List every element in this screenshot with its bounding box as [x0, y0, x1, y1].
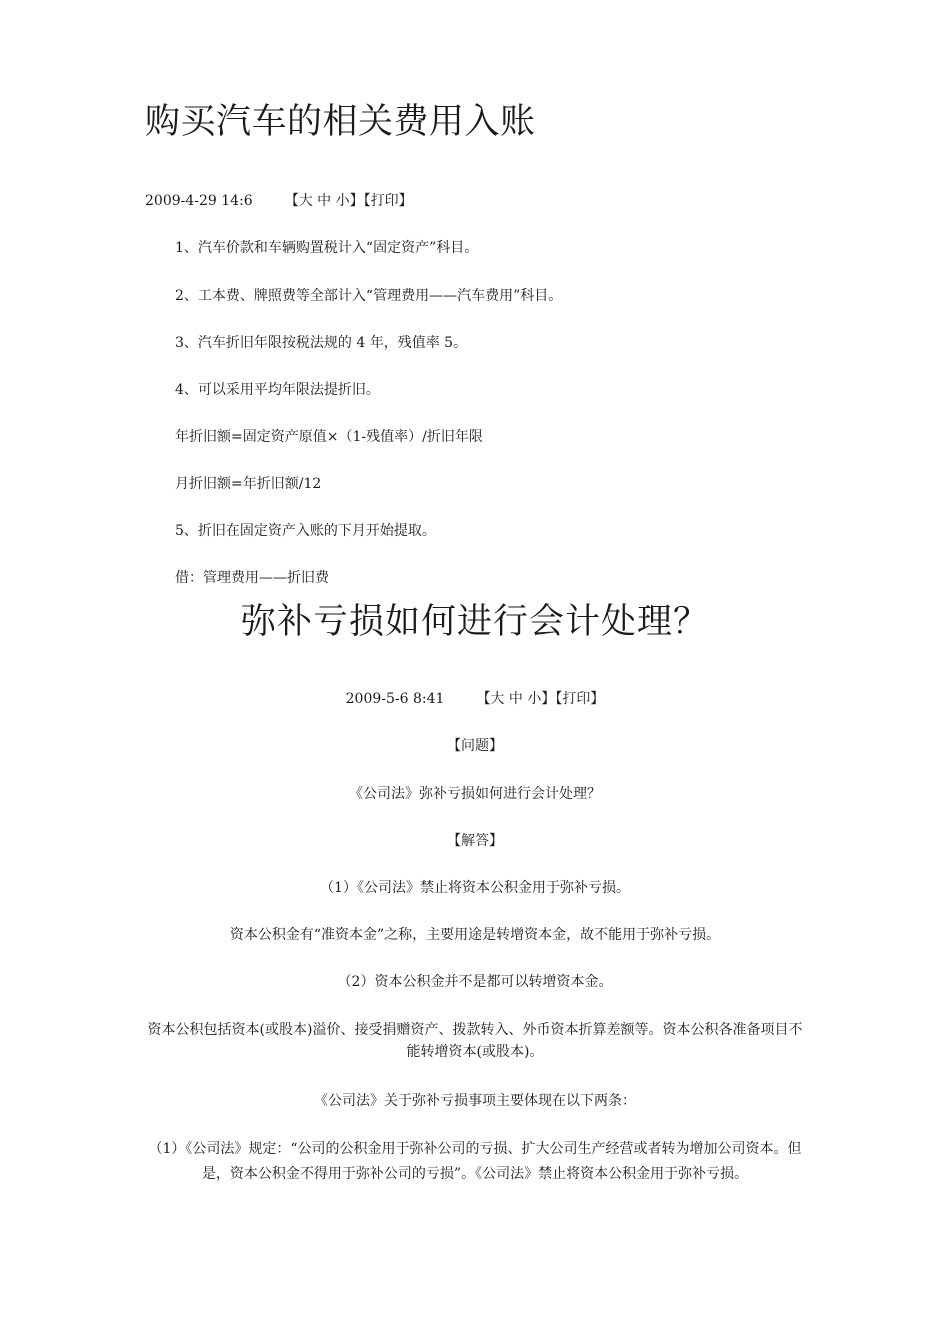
answer-paragraph-2: 资本公积金有“准资本金”之称，主要用途是转增资本金，故不能用于弥补亏损。 — [229, 927, 721, 943]
article2-font-controls[interactable]: 【大 中 小】【打印】 — [476, 691, 605, 707]
article1-date: 2009-4-29 14:6 — [145, 193, 253, 209]
article1-line-1: 1、汽车价款和车辆购置税计入“固定资产”科目。 — [175, 240, 479, 256]
question-text: 《公司法》弥补亏损如何进行会计处理？ — [349, 786, 601, 802]
answer-paragraph-6: （1）《公司法》规定：“公司的公积金用于弥补公司的亏损、扩大公司生产经营或者转为增加公司资本。但是，资本公积金不得用于弥补公司的亏损”。《公司法》禁止将资本公积金用于弥补亏损。 — [148, 1141, 802, 1182]
article1-line-2: 2、工本费、牌照费等全部计入“管理费用——汽车费用”科目。 — [175, 288, 563, 304]
article1-title: 购买汽车的相关费用入账 — [145, 102, 536, 142]
answer-paragraph-5: 《公司法》关于弥补亏损事项主要体现在以下两条： — [314, 1093, 636, 1109]
article1-line-6: 月折旧额=年折旧额/12 — [175, 476, 322, 492]
article2-date: 2009-5-6 8:41 — [345, 691, 445, 707]
answer-paragraph-3: （2）资本公积金并不是都可以转增资本金。 — [337, 974, 613, 990]
article1-meta — [145, 191, 413, 211]
answer-paragraph-1: （1）《公司法》禁止将资本公积金用于弥补亏损。 — [320, 880, 630, 896]
article1-line-3: 3、汽车折旧年限按税法规的 4 年，残值率 5。 — [175, 335, 468, 351]
question-label: 【问题】 — [447, 738, 503, 754]
article1-line-5: 年折旧额=固定资产原值×（1-残值率）/折旧年限 — [175, 429, 483, 445]
article1-line-7: 5、折旧在固定资产入账的下月开始提取。 — [175, 523, 436, 539]
answer-paragraph-4: 资本公积包括资本(或股本)溢价、接受捐赠资产、拨款转入、外币资本折算差额等。资本公积各准备项目不能转增资本(或股本)。 — [147, 1022, 803, 1060]
article1-line-4: 4、可以采用平均年限法提折旧。 — [175, 382, 380, 398]
answer-label: 【解答】 — [447, 833, 503, 849]
article1-line-8: 借：管理费用——折旧费 — [175, 570, 329, 586]
article2-meta — [145, 689, 805, 709]
article1-font-controls[interactable]: 【大 中 小】【打印】 — [284, 193, 413, 209]
article2-title: 弥补亏损如何进行会计处理？ — [240, 602, 709, 642]
